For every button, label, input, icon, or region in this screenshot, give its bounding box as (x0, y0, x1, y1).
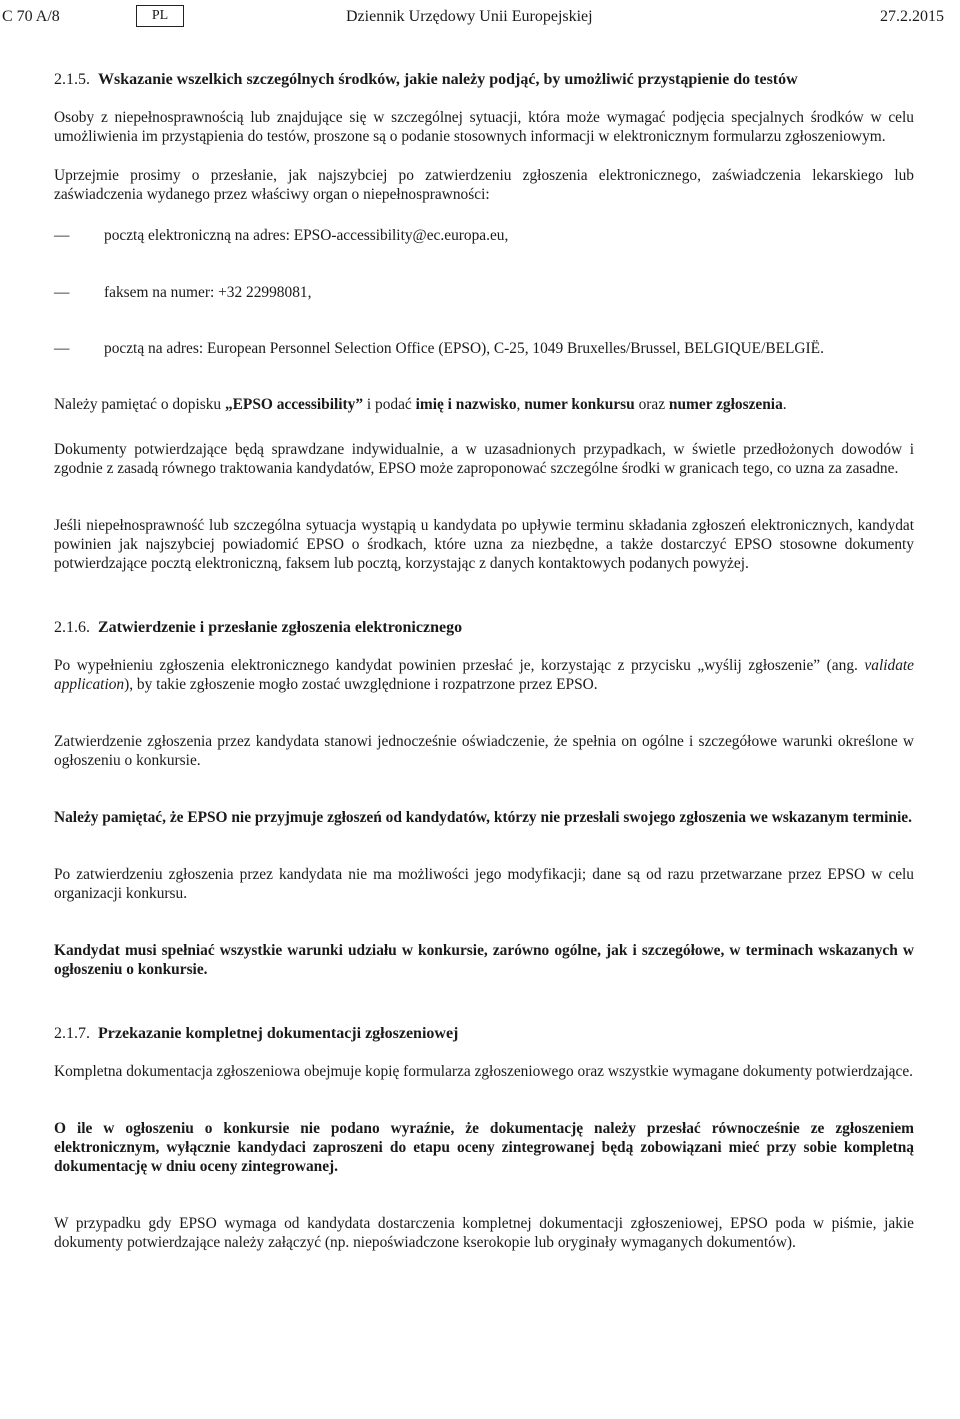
text-run: Po wypełnieniu zgłoszenia elektronicznego kandydat powinien przesłać je, korzystając z przycisku „wyślij zgłoszenie” (ang. (54, 657, 865, 674)
paragraph: W przypadku gdy EPSO wymaga od kandydata dostarczenia kompletnej dokumentacji zgłoszeniowej, EPSO poda w piśmie, jakie dokumenty potwierdzające należy załączyć (np. niepoświadczone kserokopie lub oryginały wymaganych dokumentów). (54, 1215, 914, 1251)
list-item-fax: — faksem na numer: +32 22998081, (54, 283, 914, 302)
text-run: i podać (363, 396, 416, 413)
page-header (0, 4, 960, 30)
paragraph-bold (54, 808, 914, 827)
language-badge: PL (136, 5, 184, 27)
text-run: . (782, 396, 787, 413)
paragraph: Jeśli niepełnosprawność lub szczególna sytuacja wystąpią u kandydata po upływie terminu składania zgłoszeń elektronicznych, kandydat powinien jak najszybciej powiadomić EPSO o środkach, które uzna za niezbędne, a także dostarczyć EPSO stosowne dokumenty potwierdzające pocztą elektroniczną, faksem lub pocztą, korzystając z danych kontaktowych podanych powyżej. (54, 517, 914, 572)
text-run-bold: O ile w ogłoszeniu o konkursie nie podano wyraźnie, że dokumentację należy przesłać równocześnie ze zgłoszeniem elektronicznym, wyłącznie kandydaci zaproszeni do etapu oceny zintegrowanej będą zobowiązani mieć przy sobie kompletną dokumentację w dniu oceny zintegrowanej. (54, 1120, 914, 1175)
paragraph: Kompletna dokumentacja zgłoszeniowa obejmuje kopię formularza zgłoszeniowego oraz wszystkie wymagane dokumenty potwierdzające. (54, 1063, 914, 1080)
section-heading-2-1-6 (54, 618, 914, 638)
paragraph: Po zatwierdzeniu zgłoszenia przez kandydata nie ma możliwości jego modyfikacji; dane są od razu przetwarzane przez EPSO w celu organizacji konkursu. (54, 866, 914, 902)
text-run-bold: Należy pamiętać, że EPSO nie przyjmuje zgłoszeń od kandydatów, którzy nie przesłali swojego zgłoszenia we wskazanym terminie. (54, 809, 912, 826)
document-body (54, 70, 914, 1252)
text-run-bold: Kandydat musi spełniać wszystkie warunki udziału w konkursie, zarówno ogólne, jak i szczegółowe, w terminach wskazanych w ogłoszeniu o konkursie. (54, 942, 914, 978)
text-run: Należy pamiętać o dopisku (54, 396, 225, 413)
text-run-bold: numer zgłoszenia (668, 396, 783, 413)
text-run-italic: validate application (54, 657, 914, 693)
journal-title: Dziennik Urzędowy Unii Europejskiej (346, 8, 593, 25)
paragraph-bold (54, 1119, 914, 1176)
section-number: 2.1.6. (54, 619, 90, 636)
paragraph: Uprzejmie prosimy o przesłanie, jak najszybciej po zatwierdzeniu zgłoszenia elektronicznego, zaświadczenia lekarskiego lub zaświadczenia wydanego przez właściwy organ o niepełnosprawności: (54, 167, 914, 203)
section-title: Wskazanie wszelkich szczególnych środków, jakie należy podjąć, by umożliwić przystąpienie do testów (98, 71, 798, 88)
section-title: Przekazanie kompletnej dokumentacji zgłoszeniowej (98, 1025, 459, 1042)
section-heading-2-1-5 (54, 70, 914, 90)
section-number: 2.1.5. (54, 71, 90, 88)
paragraph: Osoby z niepełnosprawnością lub znajdujące się w szczególnej sytuacji, która może wymagać podjęcia specjalnych środków w celu umożliwienia im przystąpienia do testów, proszone są o podanie stosownych informacji w elektronicznym formularzu zgłoszeniowym. (54, 109, 914, 145)
paragraph: Zatwierdzenie zgłoszenia przez kandydata stanowi jednocześnie oświadczenie, że spełnia on ogólne i szczegółowe warunki określone w ogłoszeniu o konkursie. (54, 733, 914, 769)
text-run: , (516, 396, 525, 413)
paragraph-bold (54, 941, 914, 979)
list-item-post: — pocztą na adres: European Personnel Selection Office (EPSO), C-25, 1049 Bruxelles/Brussel, BELGIQUE/BELGIË. (54, 339, 914, 358)
text-run-bold: imię i nazwisko (415, 396, 517, 413)
text-run-bold: numer konkursu (524, 396, 635, 413)
text-run-bold: „EPSO accessibility” (224, 396, 364, 413)
section-number: 2.1.7. (54, 1025, 90, 1042)
journal-reference: C 70 A/8 (2, 8, 60, 25)
text-run: oraz (634, 396, 669, 413)
section-heading-2-1-7 (54, 1024, 914, 1044)
paragraph-reminder (54, 395, 914, 414)
paragraph (54, 656, 914, 694)
text-run: ), by takie zgłoszenie mogło zostać uwzględnione i rozpatrzone przez EPSO. (124, 676, 598, 693)
paragraph: Dokumenty potwierdzające będą sprawdzane indywidualnie, a w uzasadnionych przypadkach, w świetle przedłożonych dowodów i zgodnie z zasadą równego traktowania kandydatów, EPSO może zaproponować szczególne środki w granicach tego, co uzna za zasadne. (54, 441, 914, 477)
publication-date: 27.2.2015 (880, 8, 944, 25)
list-item-email: — pocztą elektroniczną na adres: EPSO-accessibility@ec.europa.eu, (54, 226, 914, 245)
section-title: Zatwierdzenie i przesłanie zgłoszenia elektronicznego (98, 619, 463, 636)
